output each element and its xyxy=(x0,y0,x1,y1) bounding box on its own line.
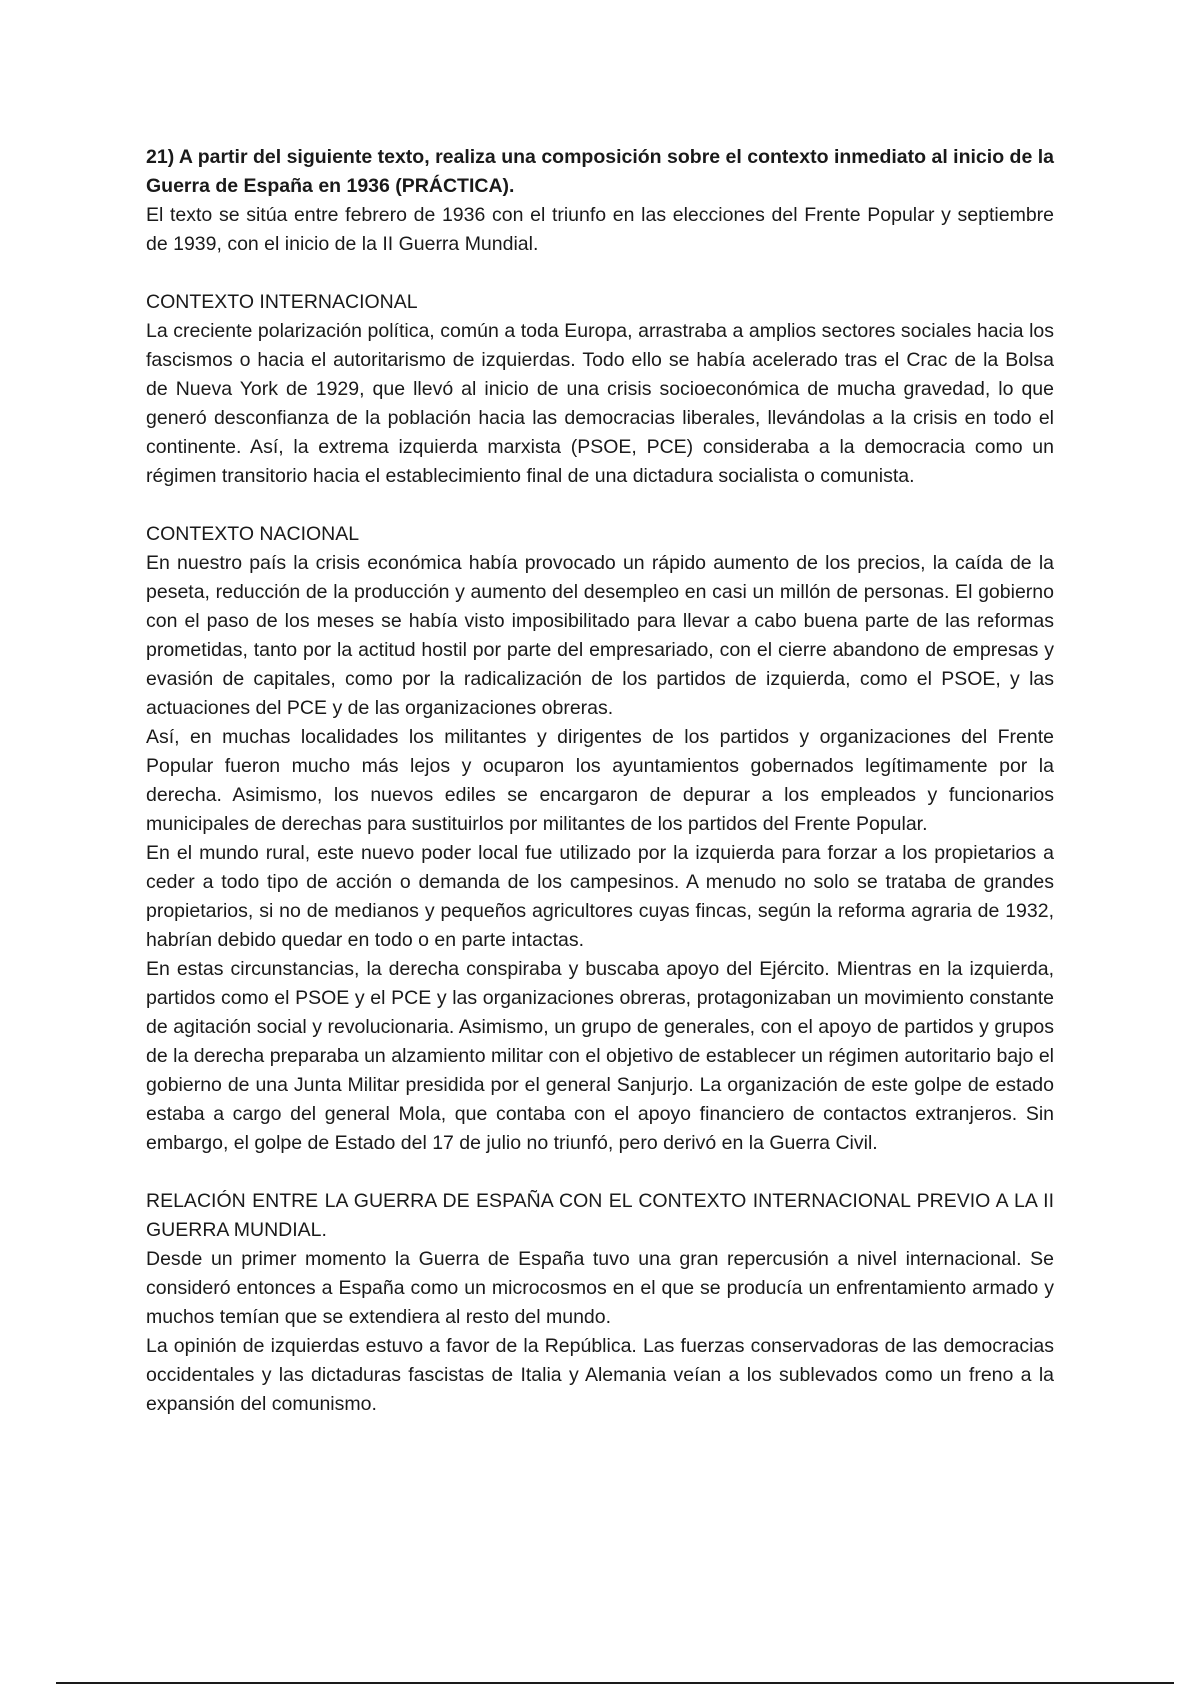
section-heading: RELACIÓN ENTRE LA GUERRA DE ESPAÑA CON EL CONTEXTO INTERNACIONAL PREVIO A LA II GUERRA MUNDIAL. xyxy=(146,1190,1054,1241)
section-paragraph: Así, en muchas localidades los militantes y dirigentes de los partidos y organizaciones del Frente Popular fueron mucho más lejos y ocuparon los ayuntamientos gobernados legítimamente por la derecha. Asimismo, los nuevos ediles se encargaron de depurar a los empleados y funcionarios municipales de derechas para sustituirlos por militantes de los partidos del Frente Popular. xyxy=(146,726,1054,835)
section-international-relation xyxy=(146,1187,1054,1419)
section-heading: CONTEXTO INTERNACIONAL xyxy=(146,291,418,313)
section-national-context xyxy=(146,520,1054,1158)
section-paragraph: La creciente polarización política, común a toda Europa, arrastraba a amplios sectores sociales hacia los fascismos o hacia el autoritarismo de izquierdas. Todo ello se había acelerado tras el Crac de la Bolsa de Nueva York de 1929, que llevó al inicio de una crisis socioeconómica de mucha gravedad, lo que generó desconfianza de la población hacia las democracias liberales, llevándolas a la crisis en todo el continente. Así, la extrema izquierda marxista (PSOE, PCE) consideraba a la democracia como un régimen transitorio hacia el establecimiento final de una dictadura socialista o comunista. xyxy=(146,320,1054,487)
document-page xyxy=(146,143,1054,1419)
footer-divider xyxy=(56,1682,1174,1684)
section-paragraph: Desde un primer momento la Guerra de España tuvo una gran repercusión a nivel internacional. Se consideró entonces a España como un microcosmos en el que se producía un enfrentamiento armado y muchos temían que se extendiera al resto del mundo. xyxy=(146,1248,1054,1328)
section-gap xyxy=(146,491,1054,520)
intro-paragraph: El texto se sitúa entre febrero de 1936 con el triunfo en las elecciones del Frente Popular y septiembre de 1939, con el inicio de la II Guerra Mundial. xyxy=(146,204,1054,255)
section-heading: CONTEXTO NACIONAL xyxy=(146,523,360,545)
section-paragraph: En nuestro país la crisis económica había provocado un rápido aumento de los precios, la caída de la peseta, reducción de la producción y aumento del desempleo en casi un millón de personas. El gobierno con el paso de los meses se había visto imposibilitado para llevar a cabo buena parte de las reformas prometidas, tanto por la actitud hostil por parte del empresariado, con el cierre abandono de empresas y evasión de capitales, como por la radicalización de los partidos de izquierda, como el PSOE, y las actuaciones del PCE y de las organizaciones obreras. xyxy=(146,552,1054,719)
section-paragraph: En el mundo rural, este nuevo poder local fue utilizado por la izquierda para forzar a los propietarios a ceder a todo tipo de acción o demanda de los campesinos. A menudo no solo se trataba de grandes propietarios, si no de medianos y pequeños agricultores cuyas fincas, según la reforma agraria de 1932, habrían debido quedar en todo o en parte intactas. xyxy=(146,842,1054,951)
section-paragraph: En estas circunstancias, la derecha conspiraba y buscaba apoyo del Ejército. Mientras en la izquierda, partidos como el PSOE y el PCE y las organizaciones obreras, protagonizaban un movimiento constante de agitación social y revolucionaria. Asimismo, un grupo de generales, con el apoyo de partidos y grupos de la derecha preparaba un alzamiento militar con el objetivo de establecer un régimen autoritario bajo el gobierno de una Junta Militar presidida por el general Sanjurjo. La organización de este golpe de estado estaba a cargo del general Mola, que contaba con el apoyo financiero de contactos extranjeros. Sin embargo, el golpe de Estado del 17 de julio no triunfó, pero derivó en la Guerra Civil. xyxy=(146,958,1054,1154)
section-paragraph: La opinión de izquierdas estuvo a favor de la República. Las fuerzas conservadoras de las democracias occidentales y las dictaduras fascistas de Italia y Alemania veían a los sublevados como un freno a la expansión del comunismo. xyxy=(146,1335,1054,1415)
section-international-context xyxy=(146,288,1054,491)
document-title: 21) A partir del siguiente texto, realiza una composición sobre el contexto inmediato al inicio de la Guerra de España en 1936 (PRÁCTICA). xyxy=(146,146,1054,197)
section-gap xyxy=(146,1158,1054,1187)
section-gap xyxy=(146,259,1054,288)
